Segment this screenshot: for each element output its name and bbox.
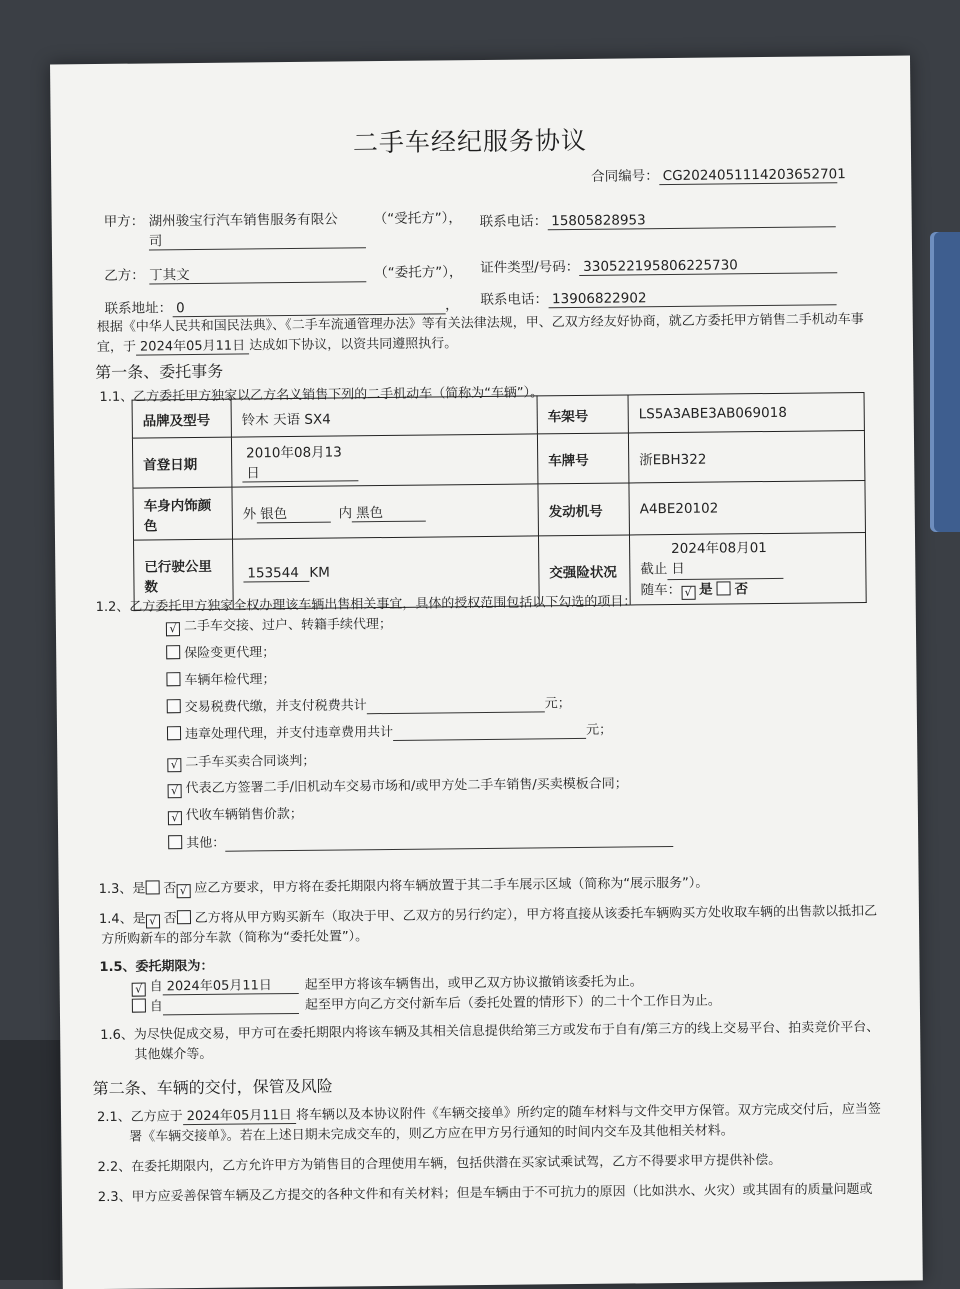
term-option2-text: 起至甲方向乙方交付新车后（委托处置的情形下）的二十个工作日为止。 <box>304 993 721 1013</box>
term-option2-checkbox[interactable] <box>132 999 146 1013</box>
party-b-address-label: 联系地址： <box>104 300 173 317</box>
clause-1-4-no-checkbox[interactable] <box>177 910 191 924</box>
authorization-item-checkbox[interactable] <box>166 645 180 659</box>
clause-1-4-prefix: 1.4、是 <box>98 911 146 928</box>
party-a-role: （“受托方”）， <box>373 210 462 228</box>
term-option1-text: 起至甲方将该车辆售出，或甲乙双方协议撤销该委托为止。 <box>304 974 643 993</box>
authorization-item <box>167 719 612 744</box>
clause-1-3-yes-checkbox[interactable] <box>145 880 159 894</box>
outer-color-prefix: 外 <box>242 506 257 523</box>
party-a-name-line1: 湖州骏宝行汽车销售服务有限公 <box>148 211 338 230</box>
term-option1-prefix: 自 <box>149 979 163 995</box>
reg-date-cell <box>231 434 538 487</box>
brand-label: 品牌及型号 <box>132 399 231 438</box>
party-a-phone-value: 15805828953 <box>547 210 835 230</box>
table-row <box>132 430 864 488</box>
authorization-item <box>167 692 571 716</box>
clause-1-3 <box>99 872 709 899</box>
insurance-prefix: 截止 <box>640 561 668 578</box>
authorization-item-blank <box>367 696 545 714</box>
clause-2-2: 2.2、在委托期限内，乙方允许甲方为销售目的合理使用车辆，包括供潜在买家试乘试驾，乙方不得要求甲方提供补偿。 <box>97 1152 782 1176</box>
party-b-id-label: 证件类型/号码： <box>480 258 580 277</box>
clause-1-3-no-label: 否 <box>163 881 177 897</box>
term-option1-checkbox[interactable]: √ <box>132 983 146 997</box>
insurance-label: 交强险状况 <box>538 535 630 606</box>
other-blank-line <box>225 831 673 852</box>
authorization-item-checkbox[interactable]: √ <box>167 758 181 772</box>
authorization-item <box>166 641 275 661</box>
authorization-item-checkbox[interactable] <box>166 672 180 686</box>
insurance-date: 2024年08月01日 <box>667 538 783 580</box>
contract-number <box>591 162 846 186</box>
insurance-no-label: 否 <box>734 581 749 598</box>
insurance-with-car: 随车： <box>640 581 682 599</box>
insurance-no-checkbox[interactable] <box>716 581 730 595</box>
document-title: 二手车经纪服务协议 <box>352 125 588 158</box>
authorization-item-label: 二手车买卖合同谈判； <box>185 753 316 771</box>
clause-1-4-no-label: 否 <box>163 911 177 927</box>
mileage-label: 已行驶公里数 <box>134 539 234 610</box>
vin-label: 车架号 <box>537 395 628 434</box>
party-b-address-value: 0 <box>172 297 445 317</box>
insurance-cell <box>629 532 866 604</box>
inner-color-prefix: 内 <box>338 505 353 522</box>
inner-color-value: 黑色 <box>352 501 426 523</box>
clause-1-2: 1.2、乙方委托甲方独家全权办理该车辆出售相关事宜，具体的授权范围包括以下勾选的项目： <box>95 594 637 616</box>
clause-1-3-no-checkbox[interactable]: √ <box>176 884 190 898</box>
authorization-item-blank <box>393 723 586 741</box>
vin-value: LS5A3ABE3AB069018 <box>628 392 864 432</box>
party-b-id-value: 330522195806225730 <box>579 256 837 276</box>
authorization-item-checkbox[interactable] <box>168 835 182 849</box>
authorization-item <box>166 613 392 636</box>
authorization-item-checkbox[interactable] <box>167 699 181 713</box>
reg-date-label: 首登日期 <box>132 437 232 488</box>
clause-1-4-line2: 方所购新车的部分车款（简称为“委托处置”）。 <box>101 929 369 948</box>
engine-label: 发动机号 <box>538 483 630 536</box>
clause-1-3-text: 应乙方要求，甲方将在委托期限内将车辆放置于其二手车展示区域（简称为“展示服务”）。 <box>194 875 709 897</box>
authorization-item-checkbox[interactable]: √ <box>168 784 182 798</box>
clause-1-4-line1 <box>99 900 877 929</box>
authorization-item-label: 交易税费代缴，并支付税费共计 <box>184 698 367 716</box>
authorization-item <box>167 772 627 798</box>
clause-1-4-text1: 乙方将从甲方购买新车（取决于甲、乙双方的另行约定），甲方将直接从该委托车辆购买方处收取车辆的出售款以抵扣乙 <box>194 903 878 927</box>
plate-label: 车牌号 <box>537 433 629 484</box>
term-option2-date <box>163 998 299 1015</box>
clause-2-1-line2: 署《车辆交接单》。若在上述日期未完成交车的，则乙方应在甲方另行通知的时间内交车及其他相关材料。 <box>129 1123 734 1145</box>
contract-number-value: CG2024051114203652701 <box>659 166 837 185</box>
authorization-item-checkbox[interactable]: √ <box>168 811 182 825</box>
authorization-item-label: 其他： <box>186 835 226 852</box>
table-row <box>133 480 866 540</box>
vehicle-table <box>132 392 867 611</box>
authorization-item <box>166 668 275 688</box>
section1-heading: 第一条、委托事务 <box>95 361 224 383</box>
color-label: 车身内饰颜色 <box>133 487 233 540</box>
engine-value: A4BE20102 <box>629 480 866 534</box>
plate-value: 浙EBH322 <box>628 430 865 482</box>
clause-2-3: 2.3、甲方应妥善保管车辆及乙方提交的各种文件和有关材料；但是车辆由于不可抗力的原因（比如洪水、火灾）或其固有的质量问题或 <box>97 1181 873 1206</box>
clause-1-6-line2: 其他媒介等。 <box>134 1046 213 1063</box>
authorization-item-checkbox[interactable]: √ <box>166 622 180 636</box>
mileage-value: 153544 <box>243 565 309 583</box>
party-a-name-line2: 司 <box>149 227 366 250</box>
clause-1-6-line1: 1.6、为尽快促成交易，甲方可在委托期限内将该车辆及其相关信息提供给第三方或发布于自有/第三方的线上交易平台、拍卖竞价平台、 <box>100 1019 880 1044</box>
insurance-yes-label: 是 <box>698 581 713 598</box>
intro-line2 <box>97 332 457 356</box>
reg-date-value: 2010年08月13日 <box>242 440 358 482</box>
intro-line2-suffix: 达成如下协议，以资共同遵照执行。 <box>249 336 458 354</box>
brand-value: 铃木 天语 SX4 <box>231 396 537 437</box>
term-option1-date: 2024年05月11日 <box>163 974 299 995</box>
party-b-phone-value: 13906822902 <box>548 288 836 308</box>
clause-2-1-date: 2024年05月11日 <box>183 1104 296 1125</box>
authorization-item-label: 保险变更代理； <box>184 645 276 662</box>
clause-2-1-text1: 将车辆以及本协议附件《车辆交接单》所约定的随车材料与文件交甲方保管。双方完成交付后，应当签 <box>295 1101 881 1123</box>
contract-paper <box>50 55 923 1289</box>
authorization-item <box>168 803 303 825</box>
party-b-phone <box>480 284 836 309</box>
outer-color-value: 银色 <box>256 502 330 524</box>
blue-folder-edge <box>930 232 960 532</box>
authorization-item-label: 代表乙方签署二手/旧机动车交易市场和/或甲方处二手车销售/买卖模板合同； <box>185 776 628 797</box>
party-a-phone-label: 联系电话： <box>479 213 548 231</box>
party-b-id <box>480 252 837 277</box>
clause-1-3-prefix: 1.3、是 <box>98 881 146 898</box>
clause-1-1: 1.1、乙方委托甲方独家以乙方名义销售下列的二手机动车（简称为“车辆”）。 <box>99 385 544 406</box>
authorization-item-label: 违章处理代理，并支付违章费用共计 <box>184 724 394 743</box>
party-b-label: 乙方： <box>104 267 145 284</box>
authorization-item <box>167 750 315 773</box>
authorization-item-suffix: 元； <box>585 722 613 738</box>
authorization-item-label: 二手车交接、过户、转籍手续代理； <box>183 616 393 635</box>
insurance-yes-checkbox[interactable]: √ <box>681 586 695 600</box>
intro-line1: 根据《中华人民共和国民法典》、《二手车流通管理办法》等有关法律法规，甲、乙双方经友好协商，就乙方委托甲方销售二手机动车事 <box>96 311 864 336</box>
party-a-label: 甲方： <box>103 213 145 230</box>
mileage-unit: KM <box>309 564 330 581</box>
term-option2-prefix: 自 <box>149 999 163 1015</box>
clause-1-4-yes-checkbox[interactable]: √ <box>146 914 160 928</box>
authorization-item-label: 车辆年检代理； <box>184 672 276 689</box>
authorization-item-checkbox[interactable] <box>167 726 181 740</box>
party-b-name: 丁其文 <box>149 261 366 284</box>
party-a-phone <box>480 206 836 231</box>
party-b-phone-label: 联系电话： <box>480 291 549 309</box>
background-shadow <box>0 1040 60 1280</box>
clause-2-1-prefix: 2.1、乙方应于 <box>96 1109 183 1126</box>
contract-number-label: 合同编号： <box>591 168 659 185</box>
authorization-item-suffix: 元； <box>544 696 571 712</box>
intro-line2-prefix: 宜，于 <box>96 339 137 356</box>
clause-1-5-label: 1.5、委托期限为： <box>99 958 214 976</box>
intro-date: 2024年05月11日 <box>136 334 249 355</box>
section2-heading: 第二条、车辆的交付，保管及风险 <box>92 1076 333 1099</box>
party-b-role: （“委托方”）， <box>374 264 463 282</box>
color-cell <box>232 484 539 539</box>
authorization-item-label: 代收车辆销售价款； <box>185 806 303 824</box>
party-b-address-suffix: ， <box>444 297 459 314</box>
authorization-item <box>168 827 673 852</box>
